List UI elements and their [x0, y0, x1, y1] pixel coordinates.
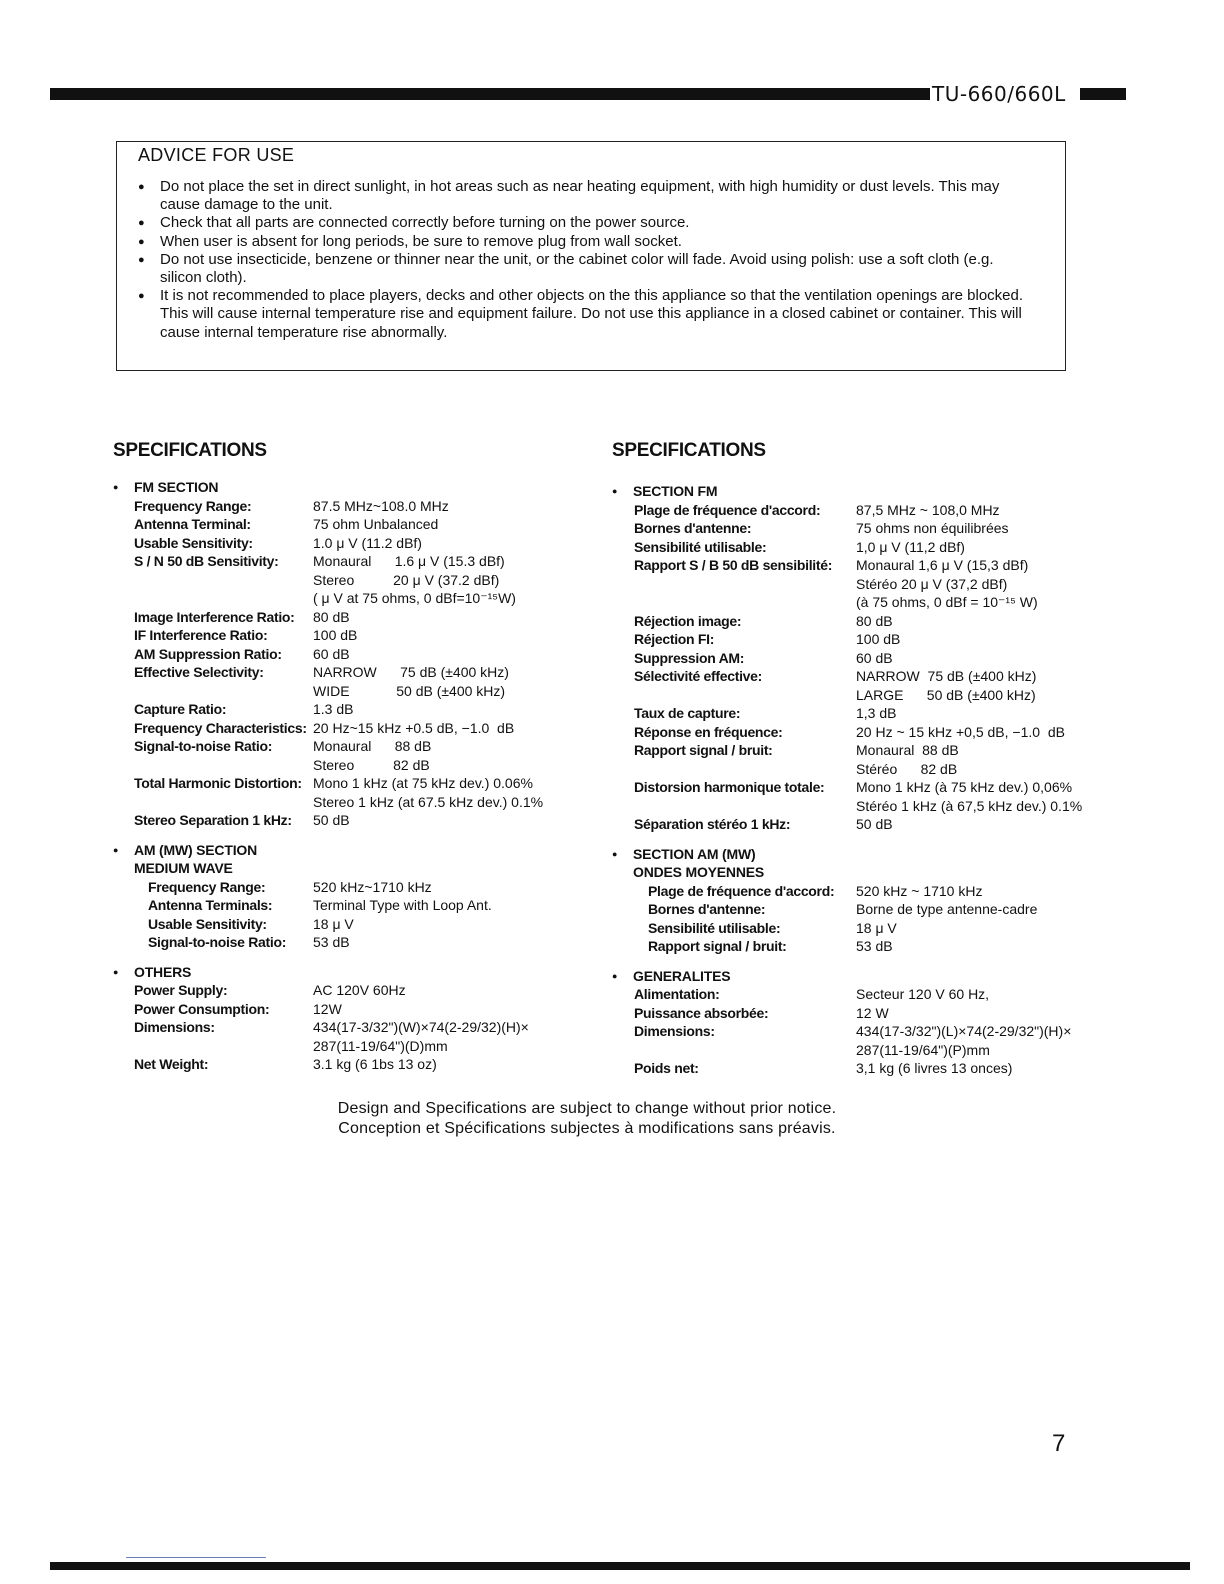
spec-label: Effective Selectivity:	[134, 664, 264, 680]
spec-label: Capture Ratio:	[134, 701, 227, 717]
spec-label: Taux de capture:	[634, 705, 741, 721]
spec-value: 434(17-3/32")(W)×74(2-29/32)(H)×	[313, 1019, 529, 1035]
spec-label: Alimentation:	[634, 986, 720, 1002]
spec-value: 3.1 kg (6 1bs 13 oz)	[313, 1056, 437, 1072]
spec-row	[113, 552, 593, 571]
header-rule	[50, 88, 930, 100]
spec-label: Distorsion harmonique totale:	[634, 779, 825, 795]
spec-row	[612, 519, 1132, 538]
spec-row	[113, 915, 593, 934]
spec-label: Usable Sensitivity:	[134, 534, 253, 551]
spec-row	[612, 919, 1132, 938]
spec-row	[612, 704, 1132, 723]
am-subheading: MEDIUM WAVE	[134, 860, 233, 876]
others-section	[113, 963, 593, 1074]
spec-value: 75 ohms non équilibrées	[856, 520, 1009, 536]
spec-value: 3,1 kg (6 livres 13 onces)	[856, 1060, 1013, 1076]
spec-row	[113, 981, 593, 1000]
advice-item: ● Check that all parts are connected correctly before turning on the power source.	[138, 214, 1038, 232]
spec-row	[612, 797, 1132, 816]
spec-value: LARGE 50 dB (±400 kHz)	[856, 686, 1036, 703]
advice-item: ● Do not place the set in direct sunlight, in hot areas such as near heating equipment, with high humidity or dust levels. This may cause damage to the unit.	[138, 178, 1038, 214]
fm-section-fr	[612, 482, 1132, 834]
spec-row	[113, 700, 593, 719]
spec-value: 12W	[313, 1000, 342, 1017]
spec-row	[113, 793, 593, 812]
spec-label	[113, 682, 313, 701]
spec-row	[612, 937, 1132, 956]
spec-label: Usable Sensitivity:	[148, 915, 267, 932]
spec-value: WIDE 50 dB (±400 kHz)	[313, 682, 506, 699]
spec-value: 87,5 MHz ~ 108,0 MHz	[856, 501, 1000, 518]
spec-row	[612, 741, 1132, 760]
spec-label: Frequency Range:	[148, 878, 266, 895]
specs-french	[612, 440, 1132, 1089]
spec-row	[113, 626, 593, 645]
spec-label: Séparation stéréo 1 kHz:	[634, 816, 791, 832]
others-spec-rows-fr	[612, 985, 1132, 1078]
spec-row	[612, 593, 1132, 612]
spec-row	[612, 630, 1132, 649]
spec-row	[113, 645, 593, 664]
spec-row	[612, 723, 1132, 742]
spec-row	[612, 686, 1132, 705]
spec-label: Plage de fréquence d'accord:	[648, 882, 835, 899]
spec-label: Power Consumption:	[134, 1000, 270, 1017]
fm-section-heading: ● FM SECTION	[113, 478, 593, 497]
spec-row	[113, 1000, 593, 1019]
am-section-heading-fr: ● SECTION AM (MW)	[612, 845, 1132, 864]
spec-value: 60 dB	[856, 649, 893, 666]
page-number: 7	[1052, 1430, 1066, 1457]
spec-value: 287(11-19/64")(D)mm	[313, 1037, 448, 1054]
spec-row	[113, 878, 593, 897]
spec-row	[612, 575, 1132, 594]
spec-row	[612, 985, 1132, 1004]
spec-label: Réjection image:	[634, 612, 742, 629]
others-section-heading-fr: ● GENERALITES	[612, 967, 1132, 986]
others-section-fr	[612, 967, 1132, 1078]
spec-label: Sensibilité utilisable:	[634, 538, 767, 555]
spec-row	[612, 667, 1132, 686]
spec-label	[612, 575, 856, 594]
spec-row	[612, 882, 1132, 901]
spec-value: Monaural 88 dB	[313, 738, 432, 754]
spec-value: 12 W	[856, 1004, 889, 1021]
spec-value: Stéréo 20 μ V (37,2 dBf)	[856, 575, 1008, 592]
spec-row	[113, 663, 593, 682]
spec-value: 434(17-3/32")(L)×74(2-29/32")(H)×	[856, 1023, 1072, 1039]
spec-label: Net Weight:	[134, 1056, 209, 1072]
spec-label: Sélectivité effective:	[634, 668, 763, 684]
spec-value: 53 dB	[856, 938, 893, 954]
spec-value: 520 kHz ~ 1710 kHz	[856, 882, 983, 899]
spec-row	[113, 571, 593, 590]
spec-row	[113, 1055, 593, 1074]
spec-value: Mono 1 kHz (at 75 kHz dev.) 0.06%	[313, 775, 533, 791]
am-spec-rows	[113, 878, 593, 952]
spec-value: AC 120V 60Hz	[313, 982, 406, 998]
advice-item: ● When user is absent for long periods, be sure to remove plug from wall socket.	[138, 233, 1038, 251]
spec-row	[612, 649, 1132, 668]
spec-row	[113, 811, 593, 830]
header-rule-end	[1080, 88, 1126, 100]
specs-english	[113, 440, 593, 1085]
spec-label: Rapport signal / bruit:	[634, 742, 773, 758]
spec-label	[612, 760, 856, 779]
spec-row	[612, 1022, 1132, 1041]
spec-row	[113, 497, 593, 516]
spec-label: Sensibilité utilisable:	[648, 919, 781, 936]
am-section-heading: ● AM (MW) SECTION	[113, 841, 593, 860]
spec-row	[612, 556, 1132, 575]
spec-value: 1.0 μ V (11.2 dBf)	[313, 534, 422, 551]
spec-value: 1,0 μ V (11,2 dBf)	[856, 538, 965, 555]
advice-list	[138, 178, 1038, 342]
spec-label: Dimensions:	[134, 1019, 215, 1035]
spec-label: Dimensions:	[634, 1023, 715, 1039]
spec-value: 520 kHz~1710 kHz	[313, 878, 432, 895]
spec-value: 53 dB	[313, 934, 350, 950]
spec-value: Monaural 1,6 μ V (15,3 dBf)	[856, 557, 1029, 573]
spec-row	[612, 778, 1132, 797]
advice-item: ● It is not recommended to place players, decks and other objects on the this appliance so that the ventilation openings are blocked. This will cause internal temperature rise and equipment failure. Do not use this appliance in a closed cabinet or container. This will cause internal temperature rise abnormally.	[138, 287, 1038, 342]
spec-row	[113, 756, 593, 775]
spec-value: Mono 1 kHz (à 75 kHz dev.) 0,06%	[856, 779, 1073, 795]
spec-row	[612, 1059, 1132, 1078]
spec-label: Frequency Range:	[134, 497, 252, 514]
spec-value: Stéréo 82 dB	[856, 760, 958, 777]
fm-section	[113, 478, 593, 830]
spec-row	[113, 1037, 593, 1056]
spec-row	[612, 612, 1132, 631]
am-subheading-fr: ONDES MOYENNES	[633, 864, 764, 880]
spec-value: 1,3 dB	[856, 705, 897, 721]
footer-note-french: Conception et Spécifications subjectes à modifications sans préavis.	[338, 1120, 836, 1137]
spec-label	[612, 593, 856, 612]
spec-value: 60 dB	[313, 645, 350, 662]
spec-value: 287(11-19/64")(P)mm	[856, 1041, 990, 1058]
spec-value: 75 ohm Unbalanced	[313, 516, 439, 532]
spec-value: (à 75 ohms, 0 dBf = 10⁻¹⁵ W)	[856, 594, 1038, 610]
spec-label: Poids net:	[634, 1060, 699, 1076]
spec-value: Secteur 120 V 60 Hz,	[856, 986, 990, 1002]
spec-row	[113, 896, 593, 915]
spec-label: Bornes d'antenne:	[648, 901, 766, 917]
spec-label	[113, 1037, 313, 1056]
spec-value: Monaural 1.6 μ V (15.3 dBf)	[313, 553, 505, 569]
spec-row	[113, 515, 593, 534]
spec-label: Suppression AM:	[634, 649, 745, 666]
spec-value: 1.3 dB	[313, 701, 354, 717]
spec-label: Bornes d'antenne:	[634, 520, 752, 536]
spec-label	[612, 1041, 856, 1060]
spec-value: Monaural 88 dB	[856, 742, 959, 758]
footer-rule	[50, 1562, 1190, 1570]
spec-label: Plage de fréquence d'accord:	[634, 501, 821, 518]
spec-row	[612, 815, 1132, 834]
spec-row	[612, 1041, 1132, 1060]
spec-value: ( μ V at 75 ohms, 0 dBf=10⁻¹⁵W)	[313, 590, 516, 606]
model-number: TU-660/660L	[932, 82, 1066, 106]
footer-note-english: Design and Specifications are subject to change without prior notice.	[337, 1100, 837, 1117]
specs-title-fr: SPECIFICATIONS	[612, 440, 766, 461]
fm-spec-rows-fr	[612, 501, 1132, 834]
spec-label	[113, 589, 313, 608]
spec-row	[113, 608, 593, 627]
spec-row	[113, 774, 593, 793]
spec-row	[612, 501, 1132, 520]
spec-label: Stereo Separation 1 kHz:	[134, 812, 292, 828]
spec-value: Terminal Type with Loop Ant.	[313, 897, 492, 913]
spec-value: 50 dB	[313, 812, 350, 828]
spec-label: Antenna Terminal:	[134, 516, 251, 532]
spec-row	[612, 900, 1132, 919]
spec-value: 18 μ V	[856, 919, 897, 936]
spec-label: Antenna Terminals:	[148, 897, 273, 913]
spec-label: Réponse en fréquence:	[634, 723, 783, 740]
spec-label: AM Suppression Ratio:	[134, 645, 282, 662]
spec-label: Power Supply:	[134, 982, 228, 998]
spec-value: 87.5 MHz~108.0 MHz	[313, 497, 449, 514]
spec-value: NARROW 75 dB (±400 kHz)	[313, 664, 509, 680]
others-spec-rows	[113, 981, 593, 1074]
spec-value: Stereo 1 kHz (at 67.5 kHz dev.) 0.1%	[313, 793, 544, 810]
spec-value: 100 dB	[856, 631, 901, 647]
am-section	[113, 841, 593, 952]
spec-value: NARROW 75 dB (±400 kHz)	[856, 668, 1037, 684]
fm-spec-rows	[113, 497, 593, 830]
spec-value: 50 dB	[856, 816, 893, 832]
fm-section-heading-fr: ● SECTION FM	[612, 482, 1132, 501]
spec-label: Signal-to-noise Ratio:	[134, 738, 273, 754]
spec-label: Réjection FI:	[634, 631, 715, 647]
spec-value: 20 Hz~15 kHz +0.5 dB, −1.0 dB	[313, 719, 515, 736]
spec-value: Stereo 82 dB	[313, 756, 430, 773]
spec-label: Signal-to-noise Ratio:	[148, 934, 287, 950]
spec-value: 80 dB	[856, 612, 893, 629]
spec-row	[113, 589, 593, 608]
footer-link-line	[126, 1557, 266, 1558]
spec-value: 18 μ V	[313, 915, 354, 932]
spec-row	[113, 534, 593, 553]
spec-row	[113, 682, 593, 701]
spec-label	[612, 686, 856, 705]
spec-value: 20 Hz ~ 15 kHz +0,5 dB, −1.0 dB	[856, 723, 1065, 740]
spec-label	[113, 756, 313, 775]
spec-row	[612, 538, 1132, 557]
spec-label	[113, 571, 313, 590]
spec-label	[612, 797, 856, 816]
spec-label	[113, 793, 313, 812]
spec-row	[612, 1004, 1132, 1023]
spec-row	[113, 933, 593, 952]
spec-value: Borne de type antenne-cadre	[856, 901, 1038, 917]
specs-title: SPECIFICATIONS	[113, 440, 267, 461]
spec-label: IF Interference Ratio:	[134, 627, 268, 643]
spec-label: Image Interference Ratio:	[134, 608, 295, 625]
spec-row	[113, 737, 593, 756]
spec-row	[113, 1018, 593, 1037]
spec-label: Frequency Characteristics:	[134, 719, 307, 736]
spec-value: Stereo 20 μ V (37.2 dBf)	[313, 571, 500, 588]
advice-item: ● Do not use insecticide, benzene or thinner near the unit, or the cabinet color will fade. Avoid using polish: use a soft cloth (e.g. silicon cloth).	[138, 251, 1038, 287]
advice-title: ADVICE FOR USE	[138, 145, 295, 165]
spec-value: Stéréo 1 kHz (à 67,5 kHz dev.) 0.1%	[856, 797, 1083, 814]
spec-label: Rapport signal / bruit:	[648, 938, 787, 954]
others-section-heading: ● OTHERS	[113, 963, 593, 982]
am-spec-rows-fr	[612, 882, 1132, 956]
spec-row	[113, 719, 593, 738]
am-section-fr	[612, 845, 1132, 956]
spec-label: Total Harmonic Distortion:	[134, 775, 302, 791]
spec-value: 100 dB	[313, 627, 358, 643]
spec-row	[612, 760, 1132, 779]
spec-label: Rapport S / B 50 dB sensibilité:	[634, 557, 833, 573]
spec-label: S / N 50 dB Sensitivity:	[134, 553, 279, 569]
spec-label: Puissance absorbée:	[634, 1004, 769, 1021]
spec-value: 80 dB	[313, 608, 350, 625]
